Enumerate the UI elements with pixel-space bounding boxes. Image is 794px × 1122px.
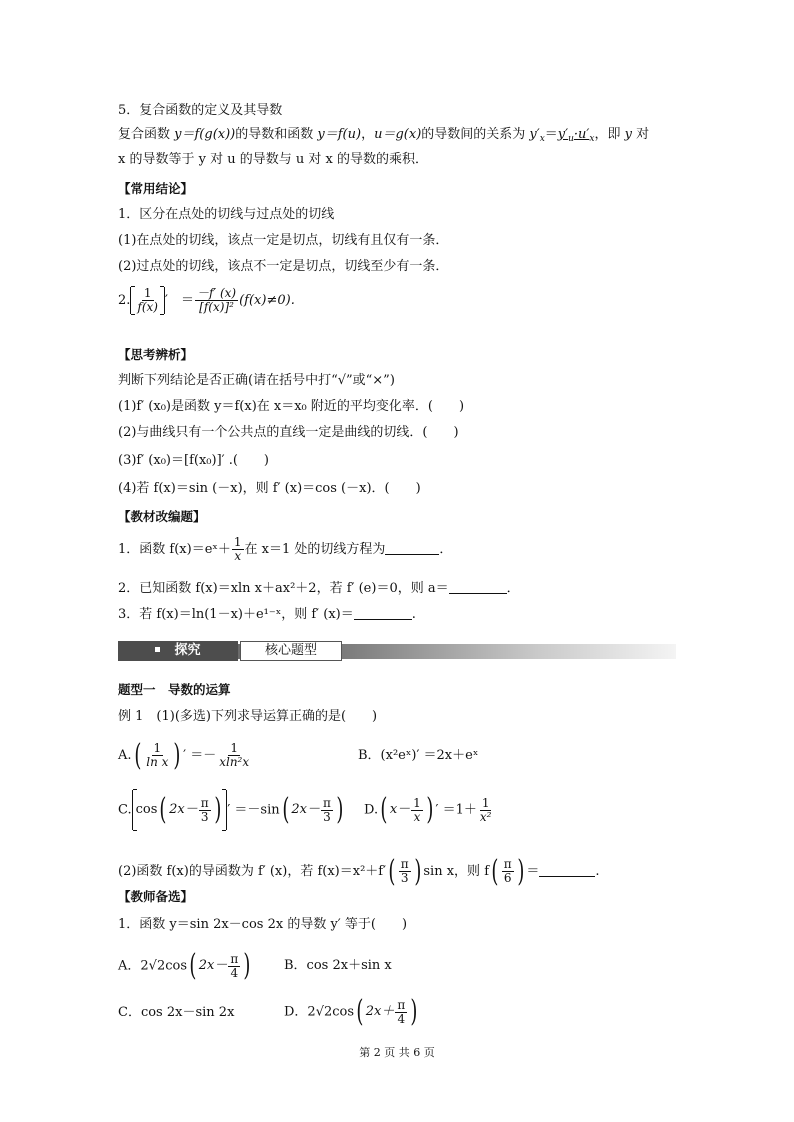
page-footer: 第 2 页 共 6 页 — [359, 1046, 435, 1059]
section-banner — [118, 640, 676, 662]
text: 的导数和函数 — [235, 127, 318, 142]
text: y＝f(u) — [317, 127, 362, 142]
text: 探究 — [174, 643, 201, 658]
fraction — [232, 536, 244, 563]
text: C. — [118, 802, 132, 818]
fraction — [399, 858, 411, 885]
think-q4: (4)若 f(x)＝sin (－x)，则 f′ (x)＝cos (－x)．( ) — [118, 481, 421, 496]
denominator: x — [413, 809, 421, 824]
text: (f(x)≠0). — [239, 293, 295, 308]
numerator: －f′ (x) — [196, 286, 237, 300]
text: cos — [165, 958, 188, 974]
numerator: 1 — [233, 535, 242, 549]
text: D. — [364, 802, 379, 818]
fraction — [199, 797, 211, 824]
denominator: x — [234, 549, 242, 563]
denominator: 3 — [400, 871, 409, 885]
numerator: 1 — [153, 741, 162, 755]
denominator: 4 — [230, 965, 239, 980]
text: 2x－ — [198, 958, 228, 973]
denominator: [f(x)]² — [199, 300, 234, 314]
text: y′ — [557, 127, 569, 142]
numerator: π — [322, 795, 331, 810]
common-item-1: 1．区分在点处的切线与过点处的切线 — [118, 207, 335, 222]
text: sin x，则 f — [423, 864, 490, 879]
text: ． — [439, 542, 453, 557]
topic-1-heading: 题型一 导数的运算 — [118, 682, 231, 697]
answer-blank[interactable] — [449, 581, 507, 594]
paren-group: ( 2x－ $\frac{\pi}{3}$ ) — [157, 790, 223, 830]
text: ＝ — [526, 864, 540, 879]
fraction — [144, 742, 170, 769]
bracket — [132, 790, 228, 830]
text: ＝ — [544, 127, 558, 142]
example-1: 例 1 (1)(多选)下列求导运算正确的是( ) — [118, 709, 378, 724]
text: 2x＋ — [365, 1004, 395, 1019]
paren-group: ( 2x＋ $\frac{\pi}{4}$ ) — [354, 992, 420, 1032]
fraction — [217, 742, 251, 769]
text: u — [568, 134, 574, 144]
denominator: 3 — [200, 809, 209, 824]
denominator: x² — [479, 809, 492, 824]
text: cos — [135, 802, 158, 817]
example-1-part-2 — [118, 852, 600, 892]
think-q3: (3)f′ (x₀)＝[f(x₀)]′ .( ) — [118, 453, 269, 468]
paren-group: ( 2x－ $\frac{\pi}{4}$ ) — [187, 946, 253, 986]
text: ＝ — [180, 293, 194, 308]
text: ·u′ — [573, 127, 590, 142]
text: (2)函数 f(x)的导函数为 f′ (x)，若 f(x)＝x²＋f′ — [118, 864, 387, 879]
numerator: 1 — [481, 795, 490, 810]
textbook-q1 — [118, 536, 452, 564]
section-5-line-2: x 的导数等于 y 对 u 的导数与 u 对 x 的导数的乘积． — [118, 152, 428, 167]
text: ′ ＝1＋ — [435, 802, 477, 818]
paren-group: ( $\frac{\pi}{6}$ ) — [491, 853, 524, 889]
think-q2: (2)与曲线只有一个公共点的直线一定是曲线的切线．( ) — [118, 425, 459, 440]
paren-group: ( $\frac{\pi}{3}$ ) — [388, 853, 422, 889]
numerator: 1 — [413, 795, 421, 810]
text: y — [624, 127, 632, 142]
denominator: 3 — [323, 809, 331, 824]
option-d — [364, 790, 494, 831]
fraction — [502, 858, 514, 885]
text: 在 x＝1 处的切线方程为 — [244, 542, 386, 557]
text: D．2 — [284, 1004, 316, 1020]
numerator: π — [400, 857, 409, 871]
text: 2x－ — [291, 802, 320, 817]
text: ′ ＝－sin — [227, 802, 280, 818]
text: y′ — [529, 127, 540, 142]
think-intro: 判断下列结论是否正确(请在括号中打“√”或“×”) — [118, 373, 395, 388]
answer-blank[interactable] — [354, 607, 412, 620]
paren-group: ( x－ $\frac{1}{x}$ ) — [378, 790, 435, 830]
numerator: π — [503, 857, 512, 871]
denominator: 4 — [397, 1011, 406, 1026]
teacher-option-a — [118, 946, 253, 987]
common-item-1a: (1)在点处的切线，该点一定是切点，切线有且仅有一条． — [118, 233, 449, 248]
text: A．2 — [118, 958, 149, 974]
fraction — [228, 953, 240, 980]
numerator: π — [397, 997, 406, 1012]
text: 2x－ — [169, 802, 198, 817]
paren-group: ( $\frac{1}{\text{ln x}}$ ) — [133, 737, 181, 773]
text: ． — [506, 581, 520, 596]
text: 1．函数 f(x)＝eˣ＋ — [118, 542, 231, 557]
text: 2. — [118, 293, 131, 308]
textbook-q3 — [118, 606, 416, 624]
option-b: B．(x²eˣ)′ ＝2x＋eˣ — [358, 748, 479, 763]
teacher-heading: 【教师备选】 — [118, 889, 194, 904]
text: u＝g(x) — [374, 127, 422, 142]
text: 的导数间的关系为 — [421, 127, 530, 142]
denominator: 6 — [503, 871, 512, 885]
bracket — [130, 287, 165, 314]
text: y＝f(g(x)) — [174, 127, 236, 142]
think-heading: 【思考辨析】 — [118, 347, 194, 362]
teacher-option-d — [284, 992, 420, 1033]
teacher-option-c: C．cos 2x－sin 2x — [118, 1005, 235, 1020]
text: x — [539, 134, 545, 144]
text: . — [595, 864, 600, 879]
text: A. — [118, 748, 132, 763]
textbook-heading: 【教材改编题】 — [118, 509, 206, 524]
teacher-q1: 1．函数 y＝sin 2x－cos 2x 的导数 y′ 等于( ) — [118, 917, 408, 932]
text: √2 — [315, 1004, 333, 1020]
banner-label-explore — [118, 641, 238, 661]
answer-blank[interactable] — [385, 542, 439, 555]
answer-blank[interactable] — [539, 864, 595, 877]
banner-label-core: 核心题型 — [240, 641, 342, 661]
fraction — [135, 287, 160, 314]
text: ， — [361, 127, 375, 142]
section-5-title: 5．复合函数的定义及其导数 — [118, 103, 283, 118]
fraction — [411, 797, 423, 824]
common-heading: 【常用结论】 — [118, 181, 194, 196]
text: 复合函数 — [118, 127, 175, 142]
denominator: f(x) — [137, 300, 158, 314]
answer-underline — [558, 127, 595, 142]
numerator: 1 — [143, 286, 152, 300]
numerator: 1 — [230, 741, 238, 755]
denominator: ln x — [146, 755, 169, 769]
option-a — [118, 736, 252, 776]
denominator: xln²x — [219, 755, 250, 769]
textbook-q2 — [118, 580, 520, 598]
fraction — [195, 287, 238, 314]
teacher-option-b: B．cos 2x＋sin x — [284, 958, 392, 973]
section-5-line-1 — [118, 126, 649, 148]
paren-group: ( 2x－ $\frac{\pi}{3}$ ) — [280, 790, 346, 830]
common-item-1b: (2)过点处的切线，该点不一定是切点，切线至少有一条． — [118, 259, 449, 274]
fraction — [321, 797, 333, 824]
numerator: π — [200, 795, 209, 810]
common-item-2 — [118, 286, 295, 316]
text: 对 — [631, 127, 650, 142]
fraction — [395, 999, 407, 1026]
text: 3．若 f(x)＝ln(1－x)＋e¹⁻ˣ，则 f′ (x)＝ — [118, 607, 354, 622]
fraction — [478, 797, 494, 824]
numerator: π — [230, 951, 239, 966]
option-c — [118, 790, 346, 831]
text: x — [589, 134, 595, 144]
text: 2．已知函数 f(x)＝xln x＋ax²＋2，若 f′ (e)＝0，则 a＝ — [118, 581, 449, 596]
text: √2 — [148, 958, 166, 974]
text: ，即 — [594, 127, 625, 142]
text: cos — [332, 1004, 355, 1020]
text: . — [411, 607, 416, 622]
think-q1: (1)f′ (x₀)是函数 y＝f(x)在 x＝x₀ 附近的平均变化率．( ) — [118, 399, 465, 414]
square-bullet-icon — [155, 647, 160, 652]
text: ′ ＝－ — [183, 748, 217, 763]
text: ′ — [164, 293, 168, 308]
text: x－ — [389, 802, 411, 817]
